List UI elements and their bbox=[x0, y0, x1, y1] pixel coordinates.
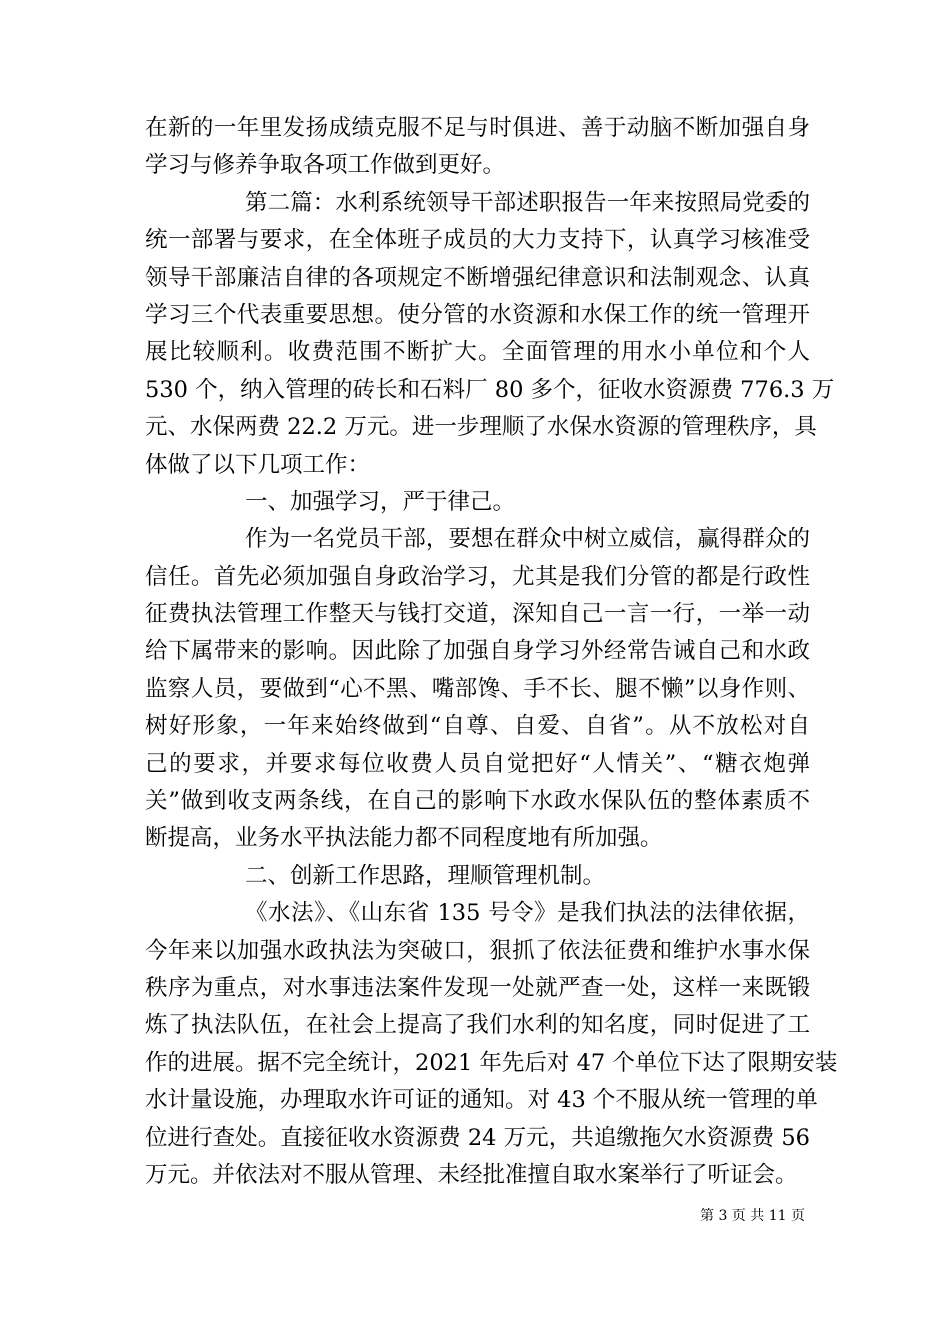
section-heading-1: 一、加强学习，严于律己。 bbox=[245, 488, 516, 515]
text-line-26: 作的进展。据不完全统计，2021 年先后对 47 个单位下达了限期安装 bbox=[145, 1049, 838, 1076]
text-line-2: 学习与修养争取各项工作做到更好。 bbox=[145, 152, 506, 179]
text-line-23: 今年来以加强水政执法为突破口，狠抓了依法征费和维护水事水保 bbox=[145, 937, 810, 964]
section-heading-2: 二、创新工作思路，理顺管理机制。 bbox=[245, 862, 606, 889]
text-line-22: 《水法》、《山东省 135 号令》是我们执法的法律依据， bbox=[245, 900, 810, 927]
page-number: 第 3 页 共 11 页 bbox=[700, 1208, 805, 1224]
text-line-12: 作为一名党员干部，要想在群众中树立威信，赢得群众的 bbox=[245, 526, 810, 553]
text-line-15: 给下属带来的影响。因此除了加强自身学习外经常告诫自己和水政 bbox=[145, 638, 810, 665]
text-line-3: 第二篇：水利系统领导干部述职报告一年来按照局党委的 bbox=[245, 189, 810, 216]
document-body bbox=[145, 110, 838, 1194]
text-line-14: 征费执法管理工作整天与钱打交道，深知自己一言一行，一举一动 bbox=[145, 601, 810, 628]
text-line-1: 在新的一年里发扬成绩克服不足与时俱进、善于动脑不断加强自身 bbox=[145, 115, 810, 141]
text-line-18: 己的要求，并要求每位收费人员自觉把好“人情关”、“糖衣炮弹 bbox=[145, 750, 810, 777]
text-line-29: 万元。并依法对不服从管理、未经批准擅自取水案举行了听证会。 bbox=[145, 1161, 798, 1188]
text-line-7: 展比较顺利。收费范围不断扩大。全面管理的用水小单位和个人 bbox=[145, 339, 810, 366]
text-line-17: 树好形象，一年来始终做到“自尊、自爱、自省”。从不放松对自 bbox=[145, 713, 810, 740]
text-line-4: 统一部署与要求，在全体班子成员的大力支持下，认真学习核准受 bbox=[145, 227, 810, 254]
text-line-19: 关”做到收支两条线，在自己的影响下水政水保队伍的整体素质不 bbox=[145, 788, 810, 815]
text-line-25: 炼了执法队伍，在社会上提高了我们水利的知名度，同时促进了工 bbox=[145, 1012, 810, 1039]
text-line-6: 学习三个代表重要思想。使分管的水资源和水保工作的统一管理开 bbox=[145, 301, 810, 328]
text-line-27: 水计量设施，办理取水许可证的通知。对 43 个不服从统一管理的单 bbox=[145, 1087, 818, 1114]
text-line-9: 元、水保两费 22.2 万元。进一步理顺了水保水资源的管理秩序，具 bbox=[145, 414, 817, 441]
text-line-16: 监察人员，要做到“心不黑、嘴部馋、手不长、腿不懒”以身作则、 bbox=[145, 675, 810, 702]
text-line-24: 秩序为重点，对水事违法案件发现一处就严查一处，这样一来既锻 bbox=[145, 974, 810, 1001]
text-line-5: 领导干部廉洁自律的各项规定不断增强纪律意识和法制观念、认真 bbox=[145, 264, 810, 291]
text-line-8: 530 个，纳入管理的砖长和石料厂 80 多个，征收水资源费 776.3 万 bbox=[145, 376, 835, 403]
text-line-28: 位进行查处。直接征收水资源费 24 万元，共追缴拖欠水资源费 56 bbox=[145, 1124, 810, 1151]
text-line-13: 信任。首先必须加强自身政治学习，尤其是我们分管的都是行政性 bbox=[145, 563, 810, 590]
text-line-10: 体做了以下几项工作： bbox=[145, 451, 371, 478]
text-line-20: 断提高，业务水平执法能力都不同程度地有所加强。 bbox=[145, 825, 663, 852]
